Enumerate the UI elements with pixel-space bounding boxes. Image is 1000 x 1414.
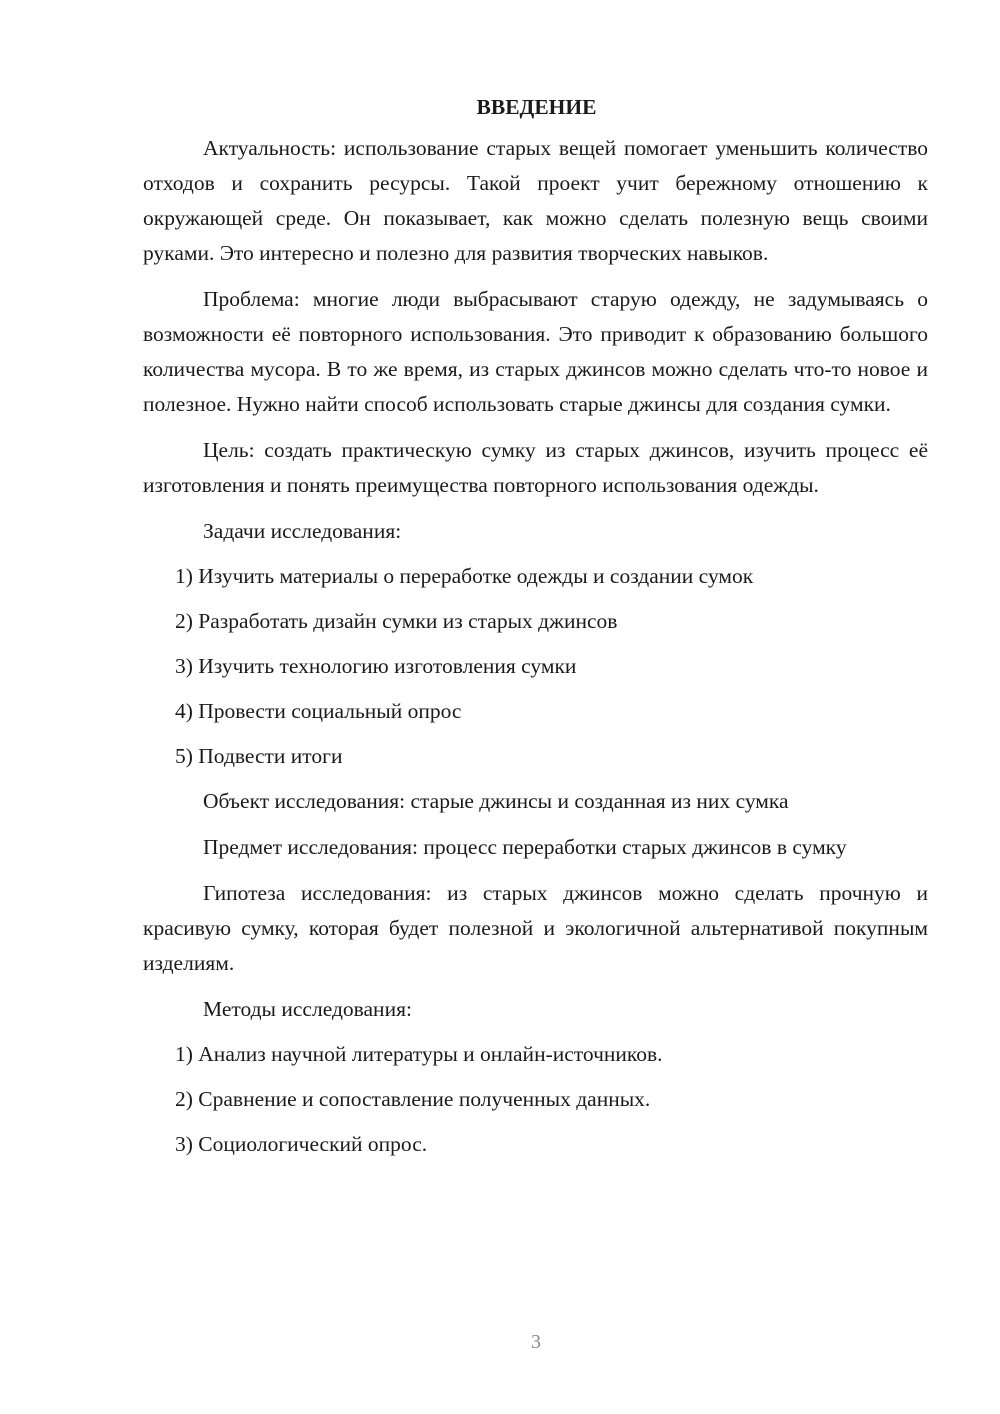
methods-heading: Методы исследования: [203,997,412,1021]
list-item: 1) Изучить материалы о переработке одежды и создании сумок [175,564,754,588]
list-item: 3) Социологический опрос. [175,1132,428,1156]
list-item: 1) Анализ научной литературы и онлайн-источников. [175,1042,663,1066]
methods-list [143,1037,928,1162]
goal-paragraph: Цель: создать практическую сумку из старых джинсов, изучить процесс её изготовления и понять преимущества повторного использования одежды. [143,438,928,497]
subject-paragraph: Предмет исследования: процесс переработки старых джинсов в сумку [203,835,847,859]
hypothesis-paragraph: Гипотеза исследования: из старых джинсов можно сделать прочную и красивую сумку, которая будет полезной и экологичной альтернативой покупным изделиям. [143,881,928,975]
object-paragraph: Объект исследования: старые джинсы и созданная из них сумка [203,789,789,813]
list-item: 4) Провести социальный опрос [175,699,462,723]
list-item: 3) Изучить технологию изготовления сумки [175,654,577,678]
tasks-list [143,559,928,774]
problem-paragraph: Проблема: многие люди выбрасывают старую одежду, не задумываясь о возможности её повторного использования. Это приводит к образованию большого количества мусора. В то же время, из старых джинсов можно сделать что-то новое и полезное. Нужно найти способ использовать старые джинсы для создания сумки. [143,287,928,416]
relevance-paragraph: Актуальность: использование старых вещей помогает уменьшить количество отходов и сохранить ресурсы. Такой проект учит бережному отношению к окружающей среде. Он показывает, как можно сделать полезную вещь своими руками. Это интересно и полезно для развития творческих навыков. [143,136,928,265]
list-item: 2) Сравнение и сопоставление полученных данных. [175,1087,651,1111]
page-number: 3 [531,1331,541,1353]
page-title: ВВЕДЕНИЕ [476,95,597,119]
tasks-heading: Задачи исследования: [203,519,402,543]
list-item: 5) Подвести итоги [175,744,343,768]
document-page [143,90,928,1172]
list-item: 2) Разработать дизайн сумки из старых джинсов [175,609,618,633]
